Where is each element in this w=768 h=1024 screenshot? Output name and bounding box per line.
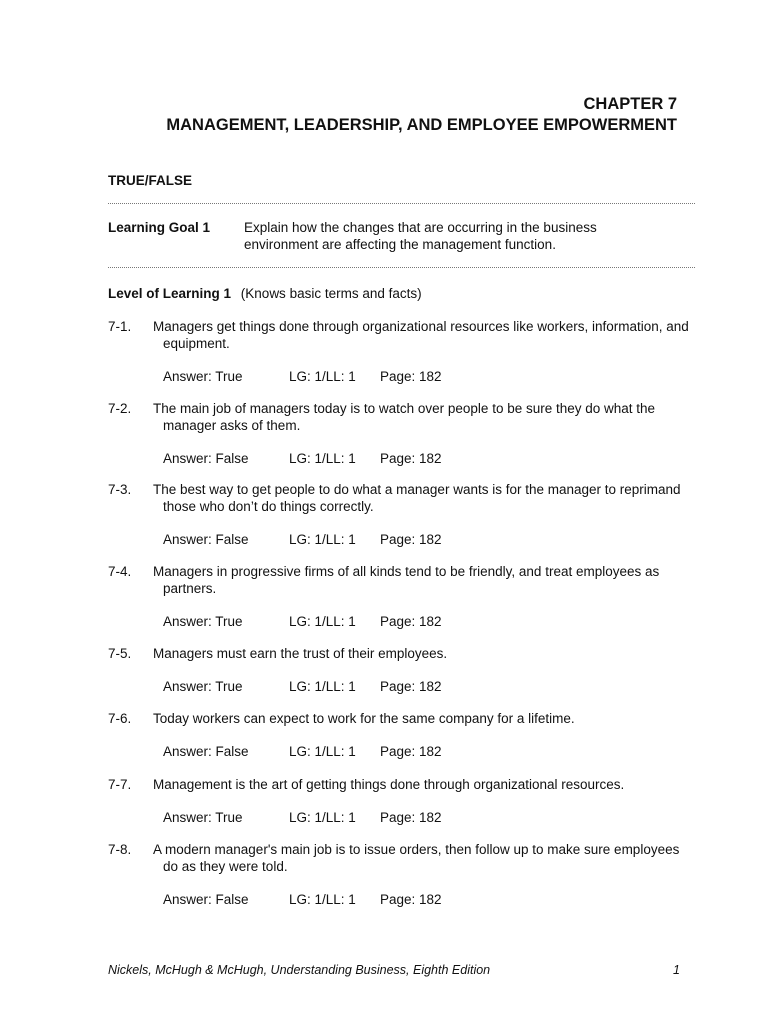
question-item — [108, 776, 695, 826]
answer-line — [108, 613, 695, 630]
answer-value: Answer: True — [163, 369, 243, 384]
answer-page: Page: 182 — [380, 744, 442, 759]
answer-value: Answer: True — [163, 810, 243, 825]
learning-level-text: (Knows basic terms and facts) — [240, 286, 422, 301]
question-number: 7-3. — [108, 482, 132, 497]
learning-level-label: Level of Learning 1 — [108, 286, 232, 301]
question-text: Managers get things done through organizational resources like workers, information, and equipment. — [153, 319, 689, 351]
question-item — [108, 841, 695, 908]
answer-page: Page: 182 — [380, 892, 442, 907]
question-text: Managers in progressive firms of all kinds tend to be friendly, and treat employees as partners. — [153, 564, 660, 596]
answer-line — [108, 368, 695, 385]
question-text: Managers must earn the trust of their employees. — [153, 646, 448, 661]
answer-line — [108, 450, 695, 467]
answer-page: Page: 182 — [380, 810, 442, 825]
answer-page: Page: 182 — [380, 369, 442, 384]
answer-line — [108, 809, 695, 826]
learning-level — [108, 285, 422, 302]
question-number: 7-4. — [108, 564, 132, 579]
question-number: 7-2. — [108, 401, 132, 416]
answer-value: Answer: True — [163, 679, 243, 694]
learning-goal-label: Learning Goal 1 — [108, 220, 211, 235]
answer-lg: LG: 1/LL: 1 — [289, 810, 356, 825]
question-item — [108, 710, 695, 760]
answer-line — [108, 743, 695, 760]
question-text: A modern manager's main job is to issue orders, then follow up to make sure employees do as they were told. — [153, 842, 680, 874]
section-heading: TRUE/FALSE — [108, 173, 193, 188]
question-item — [108, 400, 695, 467]
chapter-number: CHAPTER 7 — [583, 95, 677, 113]
page-footer — [108, 962, 680, 979]
answer-value: Answer: True — [163, 614, 243, 629]
question-number: 7-5. — [108, 646, 132, 661]
answer-lg: LG: 1/LL: 1 — [289, 744, 356, 759]
answer-page: Page: 182 — [380, 679, 442, 694]
answer-lg: LG: 1/LL: 1 — [289, 369, 356, 384]
answer-line — [108, 891, 695, 908]
question-text: The main job of managers today is to watch over people to be sure they do what the manager asks of them. — [153, 401, 656, 433]
answer-value: Answer: False — [163, 744, 249, 759]
question-number: 7-8. — [108, 842, 132, 857]
learning-goal-text: Explain how the changes that are occurring in the business environment are affecting the management function. — [244, 220, 597, 252]
question-number: 7-7. — [108, 777, 132, 792]
question-text: Today workers can expect to work for the same company for a lifetime. — [153, 711, 575, 726]
answer-lg: LG: 1/LL: 1 — [289, 451, 356, 466]
answer-value: Answer: False — [163, 451, 249, 466]
answer-page: Page: 182 — [380, 614, 442, 629]
footer-citation: Nickels, McHugh & McHugh, Understanding Business, Eighth Edition — [108, 963, 491, 977]
answer-lg: LG: 1/LL: 1 — [289, 614, 356, 629]
question-text: The best way to get people to do what a manager wants is for the manager to reprimand those who don’t do things correctly. — [153, 482, 681, 514]
dotted-divider-bottom — [108, 267, 695, 268]
answer-line — [108, 678, 695, 695]
answer-lg: LG: 1/LL: 1 — [289, 892, 356, 907]
chapter-header — [166, 94, 677, 136]
answer-lg: LG: 1/LL: 1 — [289, 532, 356, 547]
question-number: 7-1. — [108, 319, 132, 334]
answer-lg: LG: 1/LL: 1 — [289, 679, 356, 694]
question-item — [108, 563, 695, 630]
question-item — [108, 481, 695, 548]
question-item — [108, 318, 695, 385]
dotted-divider-top — [108, 203, 695, 204]
question-text: Management is the art of getting things done through organizational resources. — [153, 777, 625, 792]
answer-value: Answer: False — [163, 532, 249, 547]
chapter-title: MANAGEMENT, LEADERSHIP, AND EMPLOYEE EMPOWERMENT — [166, 116, 677, 134]
answer-page: Page: 182 — [380, 532, 442, 547]
footer-page-number: 1 — [673, 963, 680, 977]
question-number: 7-6. — [108, 711, 132, 726]
question-item — [108, 645, 695, 695]
answer-page: Page: 182 — [380, 451, 442, 466]
answer-line — [108, 531, 695, 548]
answer-value: Answer: False — [163, 892, 249, 907]
